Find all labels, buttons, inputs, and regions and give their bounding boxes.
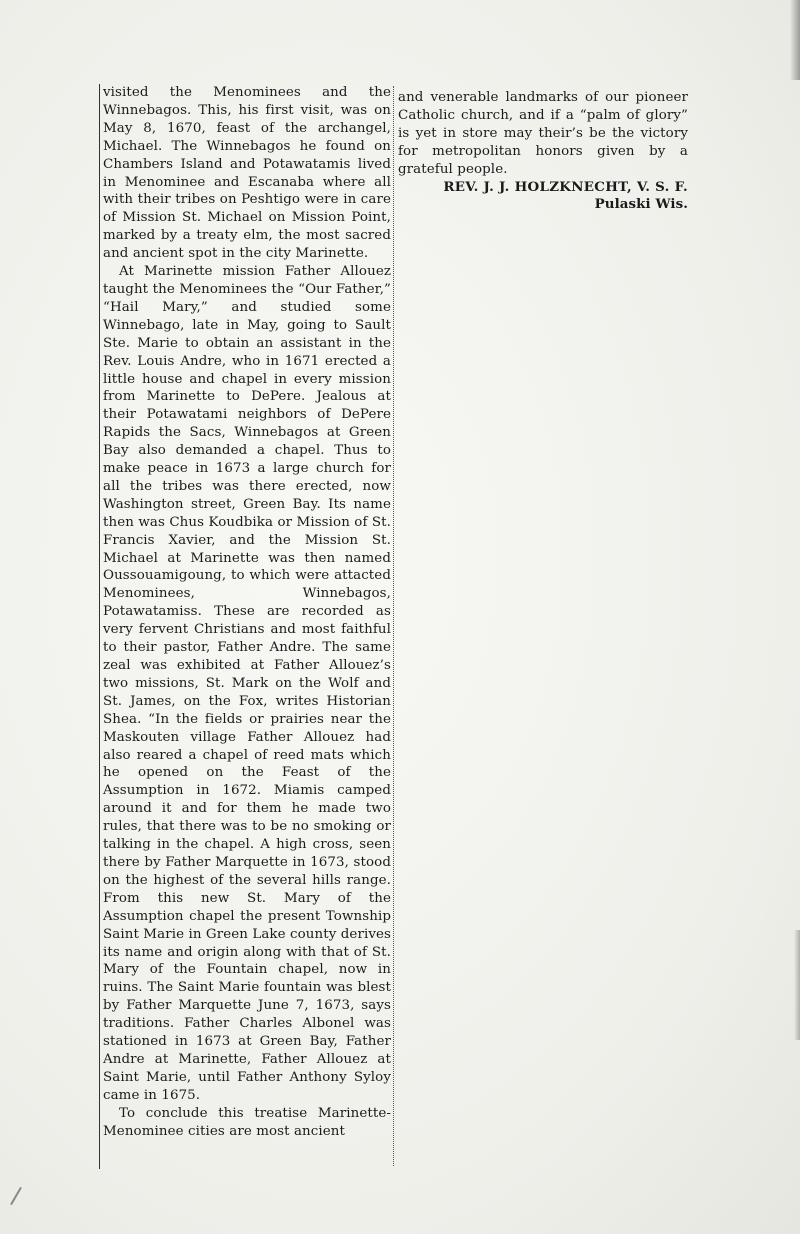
author-location: Pulaski Wis. <box>594 196 688 213</box>
left-paragraph-1: visited the Menominees and the Winnebagos. This, his first visit, was on May 8, 1670, feast of the archangel, Michael. The Winnebagos he found on Chambers Island and Potawatamis lived in Menominee and Escanaba where all with their tribes on Peshtigo were in care of Mission St. Michael on Mission Point, marked by a treaty elm, the most sacred and ancient spot in the city Marinette. <box>103 85 391 262</box>
column-rule-middle <box>393 86 394 1166</box>
scan-edge-shadow-lower <box>794 930 800 1040</box>
right-column <box>398 89 688 214</box>
left-paragraph-2: At Marinette mission Father Allouez taught the Menominees the “Our Father,” “Hail Mary,” and studied some Winnebago, late in May, going to Sault Ste. Marie to obtain an assistant in the Rev. Louis Andre, who in 1671 erected a little house and chapel in every mission from Marinette to DePere. Jealous at their Potawatami neighbors of DePere Rapids the Sacs, Winnebagos at Green Bay also demanded a chapel. Thus to make peace in 1673 a large church for all the tribes was there erected, now Washington street, Green Bay. Its name then was Chus Koudbika or Mission of St. Francis Xavier, and the Mission St. Michael at Marinette was then named Oussouamigoung, to which were attacted Menominees, Winnebagos, Potawatamiss. These are recorded as very fervent Christians and most faithful to their pastor, Father Andre. The same zeal was exhibited at Father Allouez’s two missions, St. Mark on the Wolf and St. James, on the Fox, writes Historian Shea. “In the fields or prairies near the Maskouten village Father Allouez had also reared a chapel of reed mats which he opened on the Feast of the Assumption in 1672. Miamis camped around it and for them he made two rules, that there was to be no smoking or talking in the chapel. A high cross, seen there by Father Marquette in 1673, stood on the highest of the several hills range. From this new St. Mary of the Assumption chapel the present Township Saint Marie in Green Lake county derives its name and origin along with that of St. Mary of the Fountain chapel, now in ruins. The Saint Marie fountain was blest by Father Marquette June 7, 1673, says traditions. Father Charles Albonel was stationed in 1673 at Green Bay, Father Andre at Marinette, Father Allouez at Saint Marie, until Father Anthony Syloy came in 1675. <box>103 264 391 1103</box>
column-rule-left <box>99 84 100 1169</box>
left-paragraph-3: To conclude this treatise Marinette-Menominee cities are most ancient <box>103 1105 391 1139</box>
left-column <box>103 84 391 1140</box>
scan-artifact <box>10 1187 22 1205</box>
author-signature: REV. J. J. HOLZKNECHT, V. S. F. <box>443 178 688 195</box>
scan-edge-shadow <box>790 0 800 80</box>
right-paragraph-1: and venerable landmarks of our pioneer Catholic church, and if a “palm of glory” is yet in store may their’s be the victory for metropolitan honors given by a grateful people. <box>398 90 688 177</box>
